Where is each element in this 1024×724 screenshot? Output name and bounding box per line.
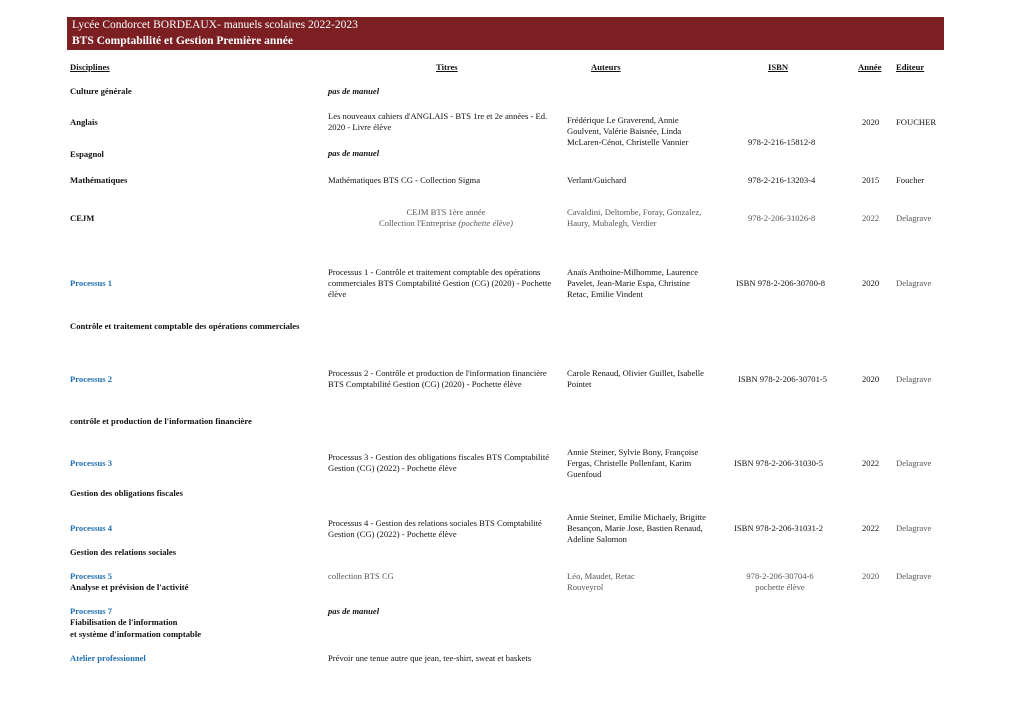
subtitle-p7-l2: et système d'information comptable — [70, 629, 202, 639]
authors-cejm-l2: Haury, Mubalegh, Verdier — [567, 218, 657, 228]
authors-p4-l2: Besançon, Marie Jose, Bastien Renaud, — [567, 523, 703, 533]
title-p4-l2: Gestion (CG) (2022) - Pochette élève — [328, 529, 457, 539]
authors-p3-l3: Guenfoud — [567, 469, 602, 479]
isbn-p3: ISBN 978-2-206-31030-5 — [734, 458, 824, 468]
isbn-maths: 978-2-216-13203-4 — [748, 175, 816, 185]
title-cejm-l1: CEJM BTS 1ère année — [406, 207, 486, 217]
authors-anglais-l3: McLaren-Cénot, Christelle Vannier — [567, 137, 689, 147]
authors-p2-l2: Pointet — [567, 379, 592, 389]
discipline-processus-1: Processus 1 — [70, 278, 113, 288]
discipline-atelier: Atelier professionnel — [70, 653, 146, 663]
discipline-maths: Mathématiques — [70, 175, 128, 185]
discipline-cejm: CEJM — [70, 213, 95, 223]
year-maths: 2015 — [862, 175, 880, 185]
authors-maths: Verlant/Guichard — [567, 175, 627, 185]
authors-p5-l2: Rouveyrol — [567, 582, 604, 592]
discipline-processus-5: Processus 5 — [70, 571, 113, 581]
publisher-maths: Foucher — [896, 175, 925, 185]
publisher-p5: Delagrave — [896, 571, 932, 581]
title-p4-l1: Processus 4 - Gestion des relations sociales BTS Comptabilité — [328, 518, 542, 528]
publisher-p4: Delagrave — [896, 523, 932, 533]
isbn-p4: ISBN 978-2-206-31031-2 — [734, 523, 824, 533]
title-atelier: Prévoir une tenue autre que jean, tee-shirt, sweat et baskets — [328, 653, 532, 663]
subtitle-p2: contrôle et production de l'information financière — [70, 416, 252, 426]
authors-anglais-l1: Frédérique Le Graverend, Annie — [567, 115, 679, 125]
title-p3-l2: Gestion (CG) (2022) - Pochette élève — [328, 463, 457, 473]
discipline-processus-7: Processus 7 — [70, 606, 113, 616]
discipline-anglais: Anglais — [70, 117, 98, 127]
year-p4: 2022 — [862, 523, 880, 533]
isbn-p2: ISBN 978-2-206-30701-5 — [738, 374, 828, 384]
authors-p3-l2: Fergas, Christelle Pollenfant, Karim — [567, 458, 692, 468]
isbn-p5-l2: pochette élève — [755, 582, 805, 592]
header-disciplines: Disciplines — [70, 62, 110, 72]
school-title: Lycée Condorcet BORDEAUX- manuels scolaires 2022-2023 — [72, 19, 358, 31]
title-cejm-l2: Collection l'Entreprise — [379, 218, 457, 228]
publisher-cejm: Delagrave — [896, 213, 932, 223]
isbn-p5-l1: 978-2-206-30704-6 — [746, 571, 814, 581]
subtitle-p1: Contrôle et traitement comptable des opérations commerciales — [70, 321, 300, 331]
subtitle-p5: Analyse et prévision de l'activité — [70, 582, 189, 592]
subtitle-p4: Gestion des relations sociales — [70, 547, 177, 557]
authors-p5-l1: Léo, Maudet, Retac — [567, 571, 635, 581]
discipline-espagnol: Espagnol — [70, 149, 104, 159]
discipline-processus-3: Processus 3 — [70, 458, 113, 468]
title-p1-l1: Processus 1 - Contrôle et traitement comptable des opérations — [328, 267, 541, 277]
year-p2: 2020 — [862, 374, 880, 384]
authors-p3-l1: Annie Steiner, Sylvie Bony, Françoise — [567, 447, 699, 457]
publisher-p2: Delagrave — [896, 374, 932, 384]
course-title: BTS Comptabilité et Gestion Première année — [72, 35, 293, 47]
title-espagnol: pas de manuel — [328, 148, 380, 158]
authors-p2-l1: Carole Renaud, Olivier Guillet, Isabelle — [567, 368, 704, 378]
publisher-p3: Delagrave — [896, 458, 932, 468]
discipline-processus-2: Processus 2 — [70, 374, 113, 384]
header-titres: Titres — [436, 62, 458, 72]
title-p7: pas de manuel — [328, 606, 380, 616]
header-editeur: Editeur — [896, 62, 925, 72]
title-anglais-l1: Les nouveaux cahiers d'ANGLAIS - BTS 1re et 2e années - Ed. — [328, 111, 548, 121]
authors-cejm-l1: Cavaldini, Deltombe, Foray, Gonzalez, — [567, 207, 702, 217]
header-auteurs: Auteurs — [591, 62, 621, 72]
title-p3-l1: Processus 3 - Gestion des obligations fiscales BTS Comptabilité — [328, 452, 550, 462]
header-annee: Année — [858, 62, 882, 72]
authors-p4-l3: Adeline Salomon — [567, 534, 627, 544]
authors-p1-l3: Retac, Emilie Vindent — [567, 289, 643, 299]
year-p5: 2020 — [862, 571, 880, 581]
header-isbn: ISBN — [768, 62, 789, 72]
discipline-culture: Culture générale — [70, 86, 132, 96]
publisher-p1: Delagrave — [896, 278, 932, 288]
title-p2-l1: Processus 2 - Contrôle et production de l'information financière — [328, 368, 547, 378]
year-p3: 2022 — [862, 458, 880, 468]
discipline-processus-4: Processus 4 — [70, 523, 113, 533]
subtitle-p7-l1: Fiabilisation de l'information — [70, 617, 178, 627]
title-maths: Mathématiques BTS CG - Collection Sigma — [328, 175, 481, 185]
authors-p4-l1: Annie Steiner, Emilie Michaely, Brigitte — [567, 512, 706, 522]
title-culture: pas de manuel — [328, 86, 380, 96]
authors-p1-l1: Anaïs Anthoine-Milhomme, Laurence — [567, 267, 699, 277]
authors-anglais-l2: Goulvent, Valérie Baisnée, Linda — [567, 126, 682, 136]
isbn-p1: ISBN 978-2-206-30700-8 — [736, 278, 826, 288]
isbn-cejm: 978-2-206-31026-8 — [748, 213, 816, 223]
year-p1: 2020 — [862, 278, 880, 288]
title-p1-l2: commerciales BTS Comptabilité Gestion (CG) (2020) - Pochette — [328, 278, 552, 288]
title-p5: collection BTS CG — [328, 571, 394, 581]
title-p2-l2: BTS Comptabilité Gestion (CG) (2020) - Pochette élève — [328, 379, 522, 389]
title-anglais-l2: 2020 - Livre élève — [328, 122, 392, 132]
subtitle-p3: Gestion des obligations fiscales — [70, 488, 183, 498]
title-cejm-l2-wrap — [328, 218, 564, 229]
year-cejm: 2022 — [862, 213, 880, 223]
authors-p1-l2: Pavelet, Jean-Marie Espa, Christine — [567, 278, 690, 288]
isbn-anglais: 978-2-216-15812-8 — [748, 137, 816, 147]
year-anglais: 2020 — [862, 117, 880, 127]
publisher-anglais: FOUCHER — [896, 117, 937, 127]
title-cejm-note: (pochette élève) — [458, 218, 513, 228]
title-p1-l3: élève — [328, 289, 347, 299]
document-banner — [67, 17, 944, 50]
